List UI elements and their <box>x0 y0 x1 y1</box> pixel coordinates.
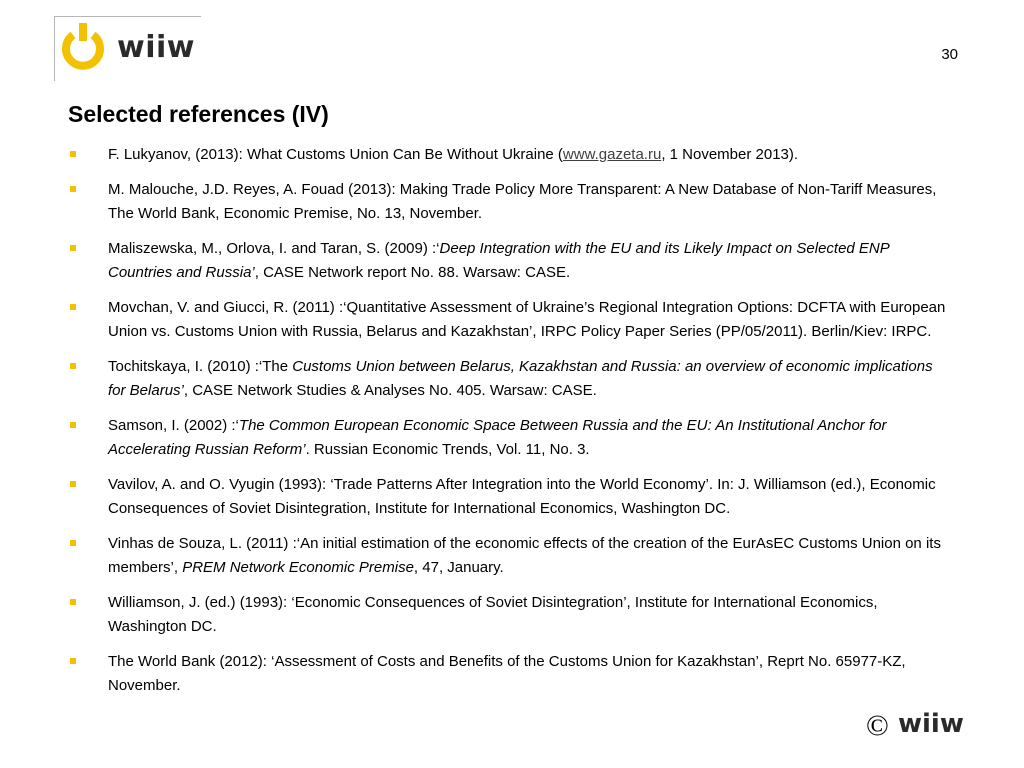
reference-list <box>68 143 948 709</box>
reference-item <box>68 414 948 462</box>
bullet-icon <box>70 599 76 605</box>
reference-text: , 47, January. <box>413 559 504 576</box>
bullet-icon <box>70 363 76 369</box>
reference-title-italic: Customs Union between Belarus, Kazakhstan and Russia: an overview of economic implications for Belarus’ <box>108 358 933 399</box>
reference-item <box>68 237 948 285</box>
reference-item <box>68 178 948 226</box>
reference-text: Movchan, V. and Giucci, R. (2011) :‘Quantitative Assessment of Ukraine’s Regional Integration Options: DCFTA with European Union vs. Customs Union with Russia, Belarus and Kazakhstan’, IRPC Policy Paper Series (PP/05/2011). Berlin/Kiev: IRPC. <box>108 299 946 340</box>
bullet-icon <box>70 304 76 310</box>
reference-text: M. Malouche, J.D. Reyes, A. Fouad (2013): Making Trade Policy More Transparent: A New Database of Non-Tariff Measures, The World Bank, Economic Premise, No. 13, November. <box>108 181 937 222</box>
reference-text: , CASE Network report No. 88. Warsaw: CASE. <box>254 264 571 281</box>
bullet-icon <box>70 481 76 487</box>
reference-item <box>68 296 948 344</box>
reference-text: , CASE Network Studies & Analyses No. 405. Warsaw: CASE. <box>183 382 597 399</box>
reference-link[interactable]: www.gazeta.ru <box>562 146 662 163</box>
bullet-icon <box>70 540 76 546</box>
reference-text: The World Bank (2012): ‘Assessment of Costs and Benefits of the Customs Union for Kazakhstan’, Reprt No. 65977-KZ, November. <box>108 653 906 694</box>
bullet-icon <box>70 186 76 192</box>
logo-text: wiiw <box>117 30 195 65</box>
reference-title-italic: PREM Network Economic Premise <box>182 559 414 576</box>
copyright-icon: © <box>866 709 889 742</box>
reference-item <box>68 532 948 580</box>
reference-item <box>68 473 948 521</box>
reference-text: Vinhas de Souza, L. (2011) :‘An initial estimation of the economic effects of the creation of the EurAsEC Customs Union on its members’, <box>108 535 941 576</box>
reference-text: Tochitskaya, I. (2010) :‘The <box>108 358 293 375</box>
reference-text: Samson, I. (2002) :‘ <box>108 417 239 434</box>
page-title: Selected references (IV) <box>68 101 329 127</box>
bullet-icon <box>70 658 76 664</box>
reference-title-italic: The Common European Economic Space Between Russia and the EU: An Institutional Anchor for Accelerating Russian Reform’ <box>108 417 887 458</box>
reference-item <box>68 355 948 403</box>
reference-text: , 1 November 2013). <box>661 146 799 163</box>
reference-text: F. Lukyanov, (2013): What Customs Union Can Be Without Ukraine ( <box>108 146 563 163</box>
bullet-icon <box>70 422 76 428</box>
page-number: 30 <box>941 46 958 63</box>
reference-text: Maliszewska, M., Orlova, I. and Taran, S. (2009) :‘ <box>108 240 440 257</box>
reference-text: . Russian Economic Trends, Vol. 11, No. 3. <box>305 441 590 458</box>
reference-item <box>68 143 948 167</box>
wiiw-logo-icon <box>60 22 106 76</box>
reference-title-italic: Deep Integration with the EU and its Likely Impact on Selected ENP Countries and Russia’ <box>108 240 890 281</box>
reference-item <box>68 591 948 639</box>
bullet-icon <box>70 245 76 251</box>
reference-text: Williamson, J. (ed.) (1993): ‘Economic Consequences of Soviet Disintegration’, Institute for International Economics, Washington DC. <box>108 594 878 635</box>
footer-logo-text: wiiw <box>898 709 964 739</box>
reference-item <box>68 650 948 698</box>
bullet-icon <box>70 151 76 157</box>
reference-text: Vavilov, A. and O. Vyugin (1993): ‘Trade Patterns After Integration into the World Economy’. In: J. Williamson (ed.), Economic Consequences of Soviet Disintegration, Institute for International Economics, Washington DC. <box>108 476 936 517</box>
